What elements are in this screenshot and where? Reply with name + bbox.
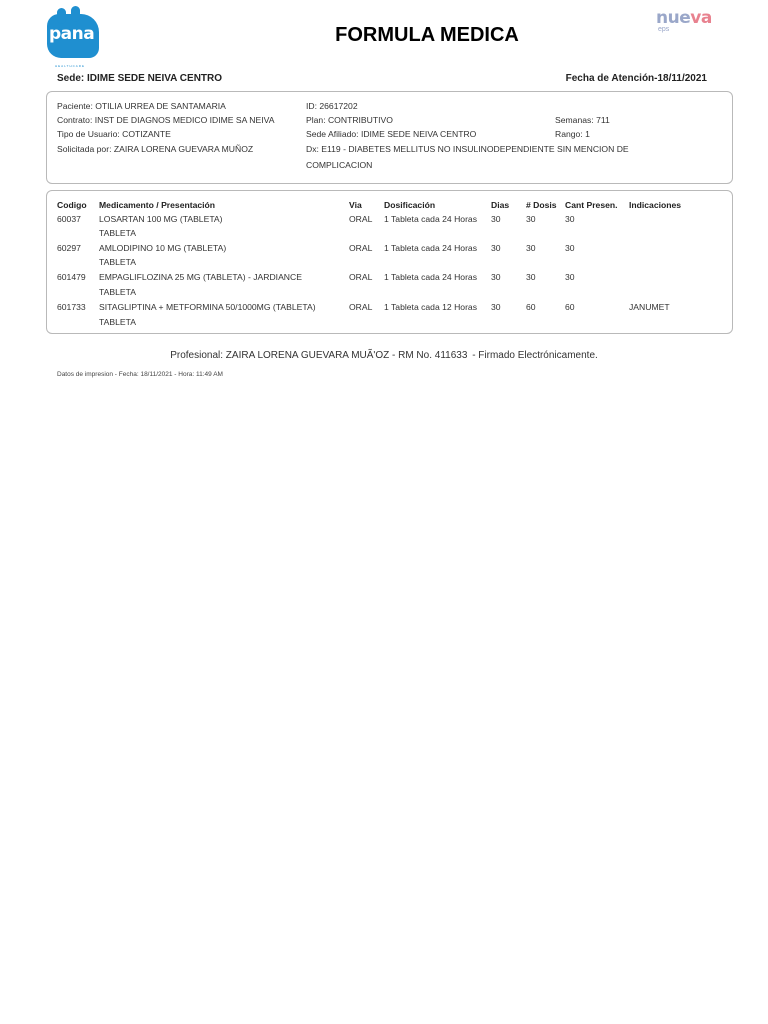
row-codigo: 60297 bbox=[57, 243, 81, 253]
row-dosis: 30 bbox=[526, 243, 536, 253]
row-medicamento: LOSARTAN 100 MG (TABLETA) bbox=[99, 214, 223, 224]
profesional-line bbox=[0, 350, 768, 361]
tipo-usuario-field: Tipo de Usuario: COTIZANTE bbox=[57, 129, 171, 139]
nueva-logo-text-b: va bbox=[690, 8, 712, 28]
pana-logo-tagline: HEALTHCARE bbox=[55, 64, 85, 68]
col-codigo: Codigo bbox=[57, 200, 87, 210]
row-presentacion: TABLETA bbox=[99, 317, 136, 327]
row-dosificacion: 1 Tableta cada 24 Horas bbox=[384, 243, 478, 253]
semanas-field: Semanas: 711 bbox=[555, 115, 610, 125]
nueva-logo-sub: eps bbox=[658, 26, 670, 33]
row-indicaciones: JANUMET bbox=[629, 302, 670, 312]
paciente-field: Paciente: OTILIA URREA DE SANTAMARIA bbox=[57, 101, 226, 111]
row-dosificacion: 1 Tableta cada 24 Horas bbox=[384, 214, 478, 224]
sede-line bbox=[57, 73, 707, 84]
row-via: ORAL bbox=[349, 243, 373, 253]
document-title: FORMULA MEDICA bbox=[335, 24, 519, 46]
row-cant: 30 bbox=[565, 214, 575, 224]
row-presentacion: TABLETA bbox=[99, 287, 136, 297]
row-via: ORAL bbox=[349, 302, 373, 312]
row-dosificacion: 1 Tableta cada 24 Horas bbox=[384, 272, 478, 282]
id-field: ID: 26617202 bbox=[306, 101, 358, 111]
rango-field: Rango: 1 bbox=[555, 129, 590, 139]
sede-label: Sede: IDIME SEDE NEIVA CENTRO bbox=[57, 73, 223, 84]
dx-field-cont: COMPLICACION bbox=[306, 160, 373, 170]
row-presentacion: TABLETA bbox=[99, 228, 136, 238]
row-cant: 30 bbox=[565, 243, 575, 253]
col-via: Via bbox=[349, 200, 362, 210]
row-dosis: 30 bbox=[526, 272, 536, 282]
row-dias: 30 bbox=[491, 302, 501, 312]
row-medicamento: AMLODIPINO 10 MG (TABLETA) bbox=[99, 243, 227, 253]
medications-table bbox=[46, 190, 733, 334]
patient-info-box bbox=[46, 91, 733, 184]
firma-text: - Firmado Electrónicamente. bbox=[472, 350, 598, 361]
col-medicamento: Medicamento / Presentación bbox=[99, 200, 216, 210]
row-codigo: 60037 bbox=[57, 214, 81, 224]
col-dosificacion: Dosificación bbox=[384, 200, 436, 210]
nueva-eps-logo bbox=[656, 8, 716, 38]
sede-afiliado-field: Sede Afiliado: IDIME SEDE NEIVA CENTRO bbox=[306, 129, 477, 139]
col-cant: Cant Presen. bbox=[565, 200, 618, 210]
contrato-field: Contrato: INST DE DIAGNOS MEDICO IDIME SA NEIVA bbox=[57, 115, 275, 125]
row-dosis: 30 bbox=[526, 214, 536, 224]
row-dias: 30 bbox=[491, 243, 501, 253]
fecha-atencion: Fecha de Atención-18/11/2021 bbox=[565, 73, 707, 84]
col-dias: Dias bbox=[491, 200, 510, 210]
row-codigo: 601479 bbox=[57, 272, 86, 282]
row-medicamento: EMPAGLIFLOZINA 25 MG (TABLETA) - JARDIANCE bbox=[99, 272, 302, 282]
col-dosis: # Dosis bbox=[526, 200, 557, 210]
row-medicamento: SITAGLIPTINA + METFORMINA 50/1000MG (TABLETA) bbox=[99, 302, 316, 312]
print-info: Datos de impresion - Fecha: 18/11/2021 - Hora: 11:49 AM bbox=[57, 371, 223, 378]
row-cant: 60 bbox=[565, 302, 575, 312]
row-codigo: 601733 bbox=[57, 302, 86, 312]
row-cant: 30 bbox=[565, 272, 575, 282]
row-dias: 30 bbox=[491, 272, 501, 282]
solicitada-field: Solicitada por: ZAIRA LORENA GUEVARA MUÑOZ bbox=[57, 144, 254, 154]
row-dosificacion: 1 Tableta cada 12 Horas bbox=[384, 302, 478, 312]
pana-logo-text: pana bbox=[49, 24, 95, 44]
dx-field: Dx: E119 - DIABETES MELLITUS NO INSULINODEPENDIENTE SIN MENCION DE bbox=[306, 144, 629, 154]
row-presentacion: TABLETA bbox=[99, 257, 136, 267]
nueva-logo-text-a: nue bbox=[656, 8, 691, 28]
col-indicaciones: Indicaciones bbox=[629, 200, 682, 210]
row-via: ORAL bbox=[349, 272, 373, 282]
row-dosis: 60 bbox=[526, 302, 536, 312]
plan-field: Plan: CONTRIBUTIVO bbox=[306, 115, 393, 125]
row-via: ORAL bbox=[349, 214, 373, 224]
profesional-text: Profesional: ZAIRA LORENA GUEVARA MUÃ'OZ - RM No. 411633 bbox=[170, 350, 468, 361]
row-dias: 30 bbox=[491, 214, 501, 224]
